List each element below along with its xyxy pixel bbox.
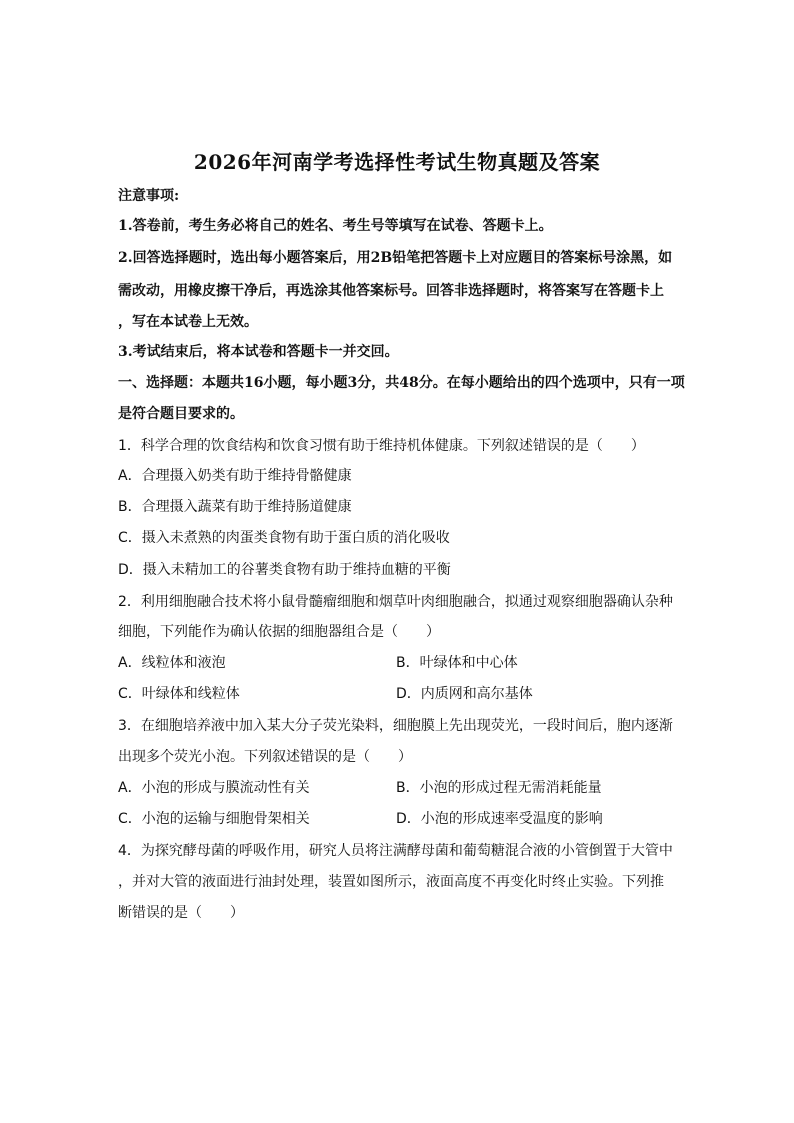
notes-heading: 注意事项: <box>118 188 180 204</box>
question-2-stem-cont: 细胞，下列能作为确认依据的细胞器组合是（ ） <box>118 624 440 640</box>
question-3-stem-cont: 出现多个荧光小泡。下列叙述错误的是（ ） <box>118 749 412 765</box>
question-3-option-c: C．小泡的运输与细胞骨架相关 <box>118 811 310 827</box>
question-4-stem-end: 断错误的是（ ） <box>118 905 244 921</box>
question-4-stem-cont: ，并对大管的液面进行油封处理，装置如图所示，液面高度不再变化时终止实验。下列推 <box>118 874 664 890</box>
question-2-option-d: D．内质网和高尔基体 <box>396 686 533 702</box>
question-2-stem: 2．利用细胞融合技术将小鼠骨髓瘤细胞和烟草叶肉细胞融合，拟通过观察细胞器确认杂种 <box>118 594 673 610</box>
question-2-option-a: A．线粒体和液泡 <box>118 655 226 671</box>
question-1-option-b: B．合理摄入蔬菜有助于维持肠道健康 <box>118 499 352 515</box>
question-2-option-b: B．叶绿体和中心体 <box>396 655 518 671</box>
note-item-2: 2.回答选择题时，选出每小题答案后，用2B铅笔把答题卡上对应题目的答案标号涂黑，如 <box>118 250 673 266</box>
question-2-option-c: C．叶绿体和线粒体 <box>118 686 240 702</box>
question-1-option-a: A．合理摄入奶类有助于维持骨骼健康 <box>118 468 352 484</box>
note-item-3: 3.考试结束后，将本试卷和答题卡一并交回。 <box>118 344 399 360</box>
question-3-stem: 3．在细胞培养液中加入某大分子荧光染料，细胞膜上先出现荧光，一段时间后，胞内逐渐 <box>118 718 673 734</box>
question-3-option-b: B．小泡的形成过程无需消耗能量 <box>396 780 602 796</box>
question-1-option-c: C．摄入未煮熟的肉蛋类食物有助于蛋白质的消化吸收 <box>118 530 450 546</box>
question-3-option-d: D．小泡的形成速率受温度的影响 <box>396 811 603 827</box>
question-3-option-a: A．小泡的形成与膜流动性有关 <box>118 780 310 796</box>
section-heading-cont: 是符合题目要求的。 <box>118 406 244 422</box>
note-item-2-end: ，写在本试卷上无效。 <box>118 314 258 330</box>
question-1-option-d: D．摄入未精加工的谷薯类食物有助于维持血糖的平衡 <box>118 562 451 578</box>
question-4-stem: 4．为探究酵母菌的呼吸作用，研究人员将注满酵母菌和葡萄糖混合液的小管倒置于大管中 <box>118 843 673 859</box>
page-title: 2026年河南学考选择性考试生物真题及答案 <box>193 150 601 174</box>
note-item-1: 1.答卷前，考生务必将自己的姓名、考生号等填写在试卷、答题卡上。 <box>118 218 553 234</box>
question-1-stem: 1．科学合理的饮食结构和饮食习惯有助于维持机体健康。下列叙述错误的是（ ） <box>118 438 645 454</box>
note-item-2-cont: 需改动，用橡皮擦干净后，再选涂其他答案标号。回答非选择题时，将答案写在答题卡上 <box>118 283 664 299</box>
section-heading: 一、选择题：本题共16小题，每小题3分，共48分。在每小题给出的四个选项中，只有一项 <box>118 375 685 391</box>
